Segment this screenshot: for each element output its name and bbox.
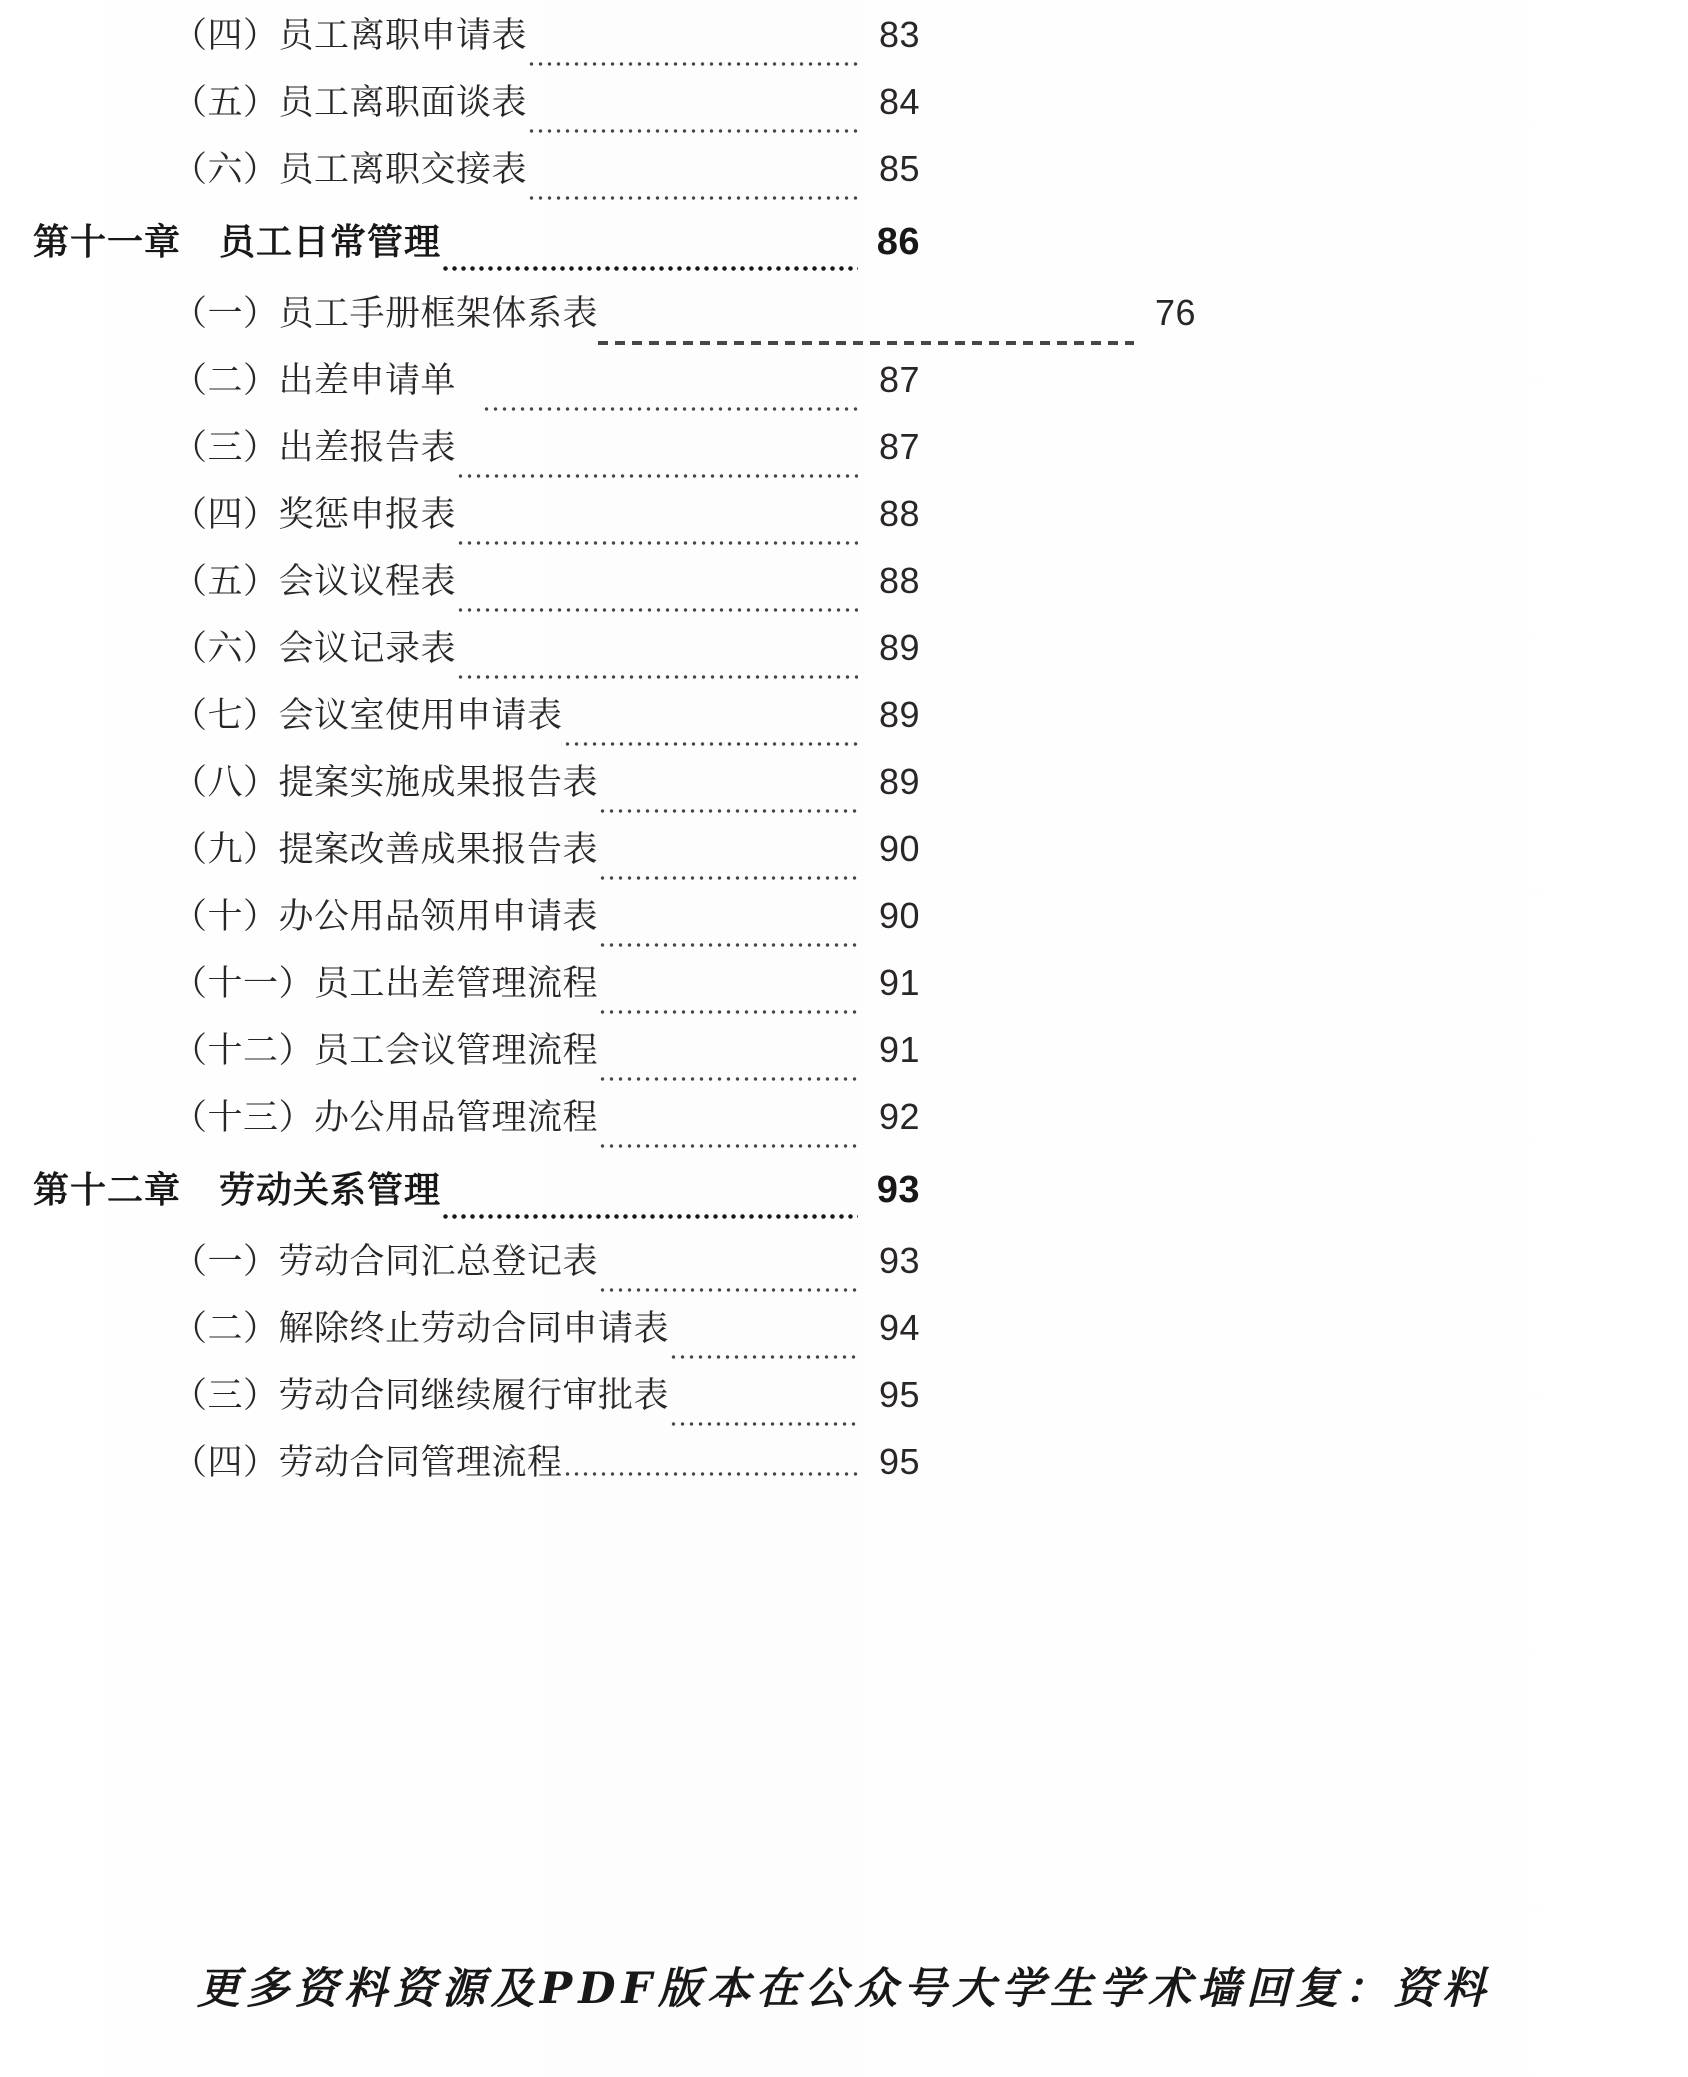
toc-page-number: 91 — [878, 962, 920, 1003]
toc-dot-leader — [456, 591, 858, 621]
toc-entry-title: （五）员工离职面谈表 — [172, 83, 528, 122]
toc-dot-leader — [598, 1060, 858, 1090]
toc-dot-leader — [598, 926, 858, 956]
toc-page-number: 95 — [878, 1374, 920, 1415]
toc-entry-row[interactable] — [0, 1234, 1688, 1301]
toc-entry-row[interactable] — [0, 554, 1688, 621]
toc-entry-row[interactable] — [0, 75, 1688, 142]
toc-page-number: 86 — [876, 221, 920, 263]
toc-entry-title: 员工日常管理 — [219, 221, 442, 262]
toc-dot-leader — [456, 658, 858, 688]
toc-page-number: 87 — [878, 359, 920, 400]
toc-entry-row[interactable] — [0, 956, 1688, 1023]
toc-entry-row[interactable] — [0, 353, 1688, 420]
toc-dot-leader — [598, 792, 858, 822]
toc-entry-title: （三）出差报告表 — [172, 428, 457, 467]
toc-page-number: 89 — [878, 694, 920, 735]
toc-dot-leader — [441, 251, 858, 281]
toc-dot-leader — [527, 112, 858, 142]
toc-page-number: 84 — [878, 81, 920, 122]
toc-entry-row[interactable] — [0, 822, 1688, 889]
toc-entry-title: （四）员工离职申请表 — [172, 16, 528, 55]
toc-chapter-number: 第十二章 — [33, 1169, 182, 1210]
toc-dot-leader — [669, 1405, 858, 1435]
toc-entry-title: （七）会议室使用申请表 — [172, 696, 563, 735]
toc-dot-leader — [527, 179, 858, 209]
toc-chapter-number: 第十一章 — [33, 221, 182, 262]
toc-dot-leader — [598, 859, 858, 889]
toc-page-number: 83 — [878, 14, 920, 55]
toc-entry-title: （八）提案实施成果报告表 — [172, 763, 599, 802]
toc-page-number: 94 — [878, 1307, 920, 1348]
toc-dot-leader — [669, 1338, 858, 1368]
toc-dot-leader — [482, 390, 858, 420]
toc-entry-row[interactable] — [0, 1090, 1688, 1157]
toc-entry-row[interactable] — [0, 889, 1688, 956]
toc-dot-leader — [563, 1455, 858, 1485]
toc-chapter-row[interactable] — [0, 214, 1688, 281]
toc-dot-leader — [598, 323, 1134, 353]
toc-chapter-row[interactable] — [0, 1162, 1688, 1229]
footer-promo-text: 更多资料资源及PDF版本在公众号大学生学术墙回复：资料 — [196, 1964, 1492, 2014]
toc-page-number: 76 — [1154, 292, 1196, 333]
toc-page-number: 90 — [878, 895, 920, 936]
toc-entry-row[interactable] — [0, 420, 1688, 487]
toc-page-number: 93 — [878, 1240, 920, 1281]
toc-page-number: 92 — [878, 1096, 920, 1137]
toc-entry-row[interactable] — [0, 8, 1688, 75]
toc-page-number: 93 — [876, 1169, 920, 1211]
toc-dot-leader — [441, 1199, 858, 1229]
toc-entry-title: 劳动关系管理 — [219, 1169, 442, 1210]
toc-entry-row[interactable] — [0, 286, 1688, 353]
toc-dot-leader — [598, 993, 858, 1023]
toc-entry-row[interactable] — [0, 1023, 1688, 1090]
toc-page-number: 89 — [878, 761, 920, 802]
toc-dot-leader — [598, 1127, 858, 1157]
toc-entry-title: （十二）员工会议管理流程 — [172, 1031, 599, 1070]
toc-entry-row[interactable] — [0, 1368, 1688, 1435]
toc-entry-row[interactable] — [0, 688, 1688, 755]
toc-entry-row[interactable] — [0, 142, 1688, 209]
toc-entry-title: （二）解除终止劳动合同申请表 — [172, 1309, 670, 1348]
toc-page-number: 90 — [878, 828, 920, 869]
toc-entry-title: （三）劳动合同继续履行审批表 — [172, 1376, 670, 1415]
toc-entry-title: （六）会议记录表 — [172, 629, 457, 668]
toc-entry-row[interactable] — [0, 755, 1688, 822]
toc-entry-title: （十）办公用品领用申请表 — [172, 897, 599, 936]
toc-entry-title: （十三）办公用品管理流程 — [172, 1098, 599, 1137]
toc-entry-title: （五）会议议程表 — [172, 562, 457, 601]
toc-entry-title: （二）出差申请单 — [172, 361, 457, 400]
toc-entry-row[interactable] — [0, 1301, 1688, 1368]
toc-entry-row[interactable] — [0, 487, 1688, 554]
toc-dot-leader — [456, 524, 858, 554]
toc-page-number: 85 — [878, 148, 920, 189]
toc-entry-row[interactable] — [0, 1435, 1688, 1485]
toc-entry-title: （四）劳动合同管理流程 — [172, 1443, 563, 1482]
toc-entry-title: （一）员工手册框架体系表 — [172, 294, 599, 333]
toc-entry-title: （一）劳动合同汇总登记表 — [172, 1242, 599, 1281]
toc-entry-title: （十一）员工出差管理流程 — [172, 964, 599, 1003]
toc-page-number: 95 — [878, 1441, 920, 1482]
toc-page-number: 88 — [878, 560, 920, 601]
toc-entry-title: （四）奖惩申报表 — [172, 495, 457, 534]
toc-dot-leader — [598, 1271, 858, 1301]
toc-dot-leader — [527, 45, 858, 75]
toc-entry-title: （六）员工离职交接表 — [172, 150, 528, 189]
toc-page-number: 89 — [878, 627, 920, 668]
toc-entry-title: （九）提案改善成果报告表 — [172, 830, 599, 869]
toc-entry-row[interactable] — [0, 621, 1688, 688]
toc-page-number: 87 — [878, 426, 920, 467]
toc-page-number: 91 — [878, 1029, 920, 1070]
toc-dot-leader — [456, 457, 858, 487]
toc-page-number: 88 — [878, 493, 920, 534]
toc-dot-leader — [563, 725, 858, 755]
